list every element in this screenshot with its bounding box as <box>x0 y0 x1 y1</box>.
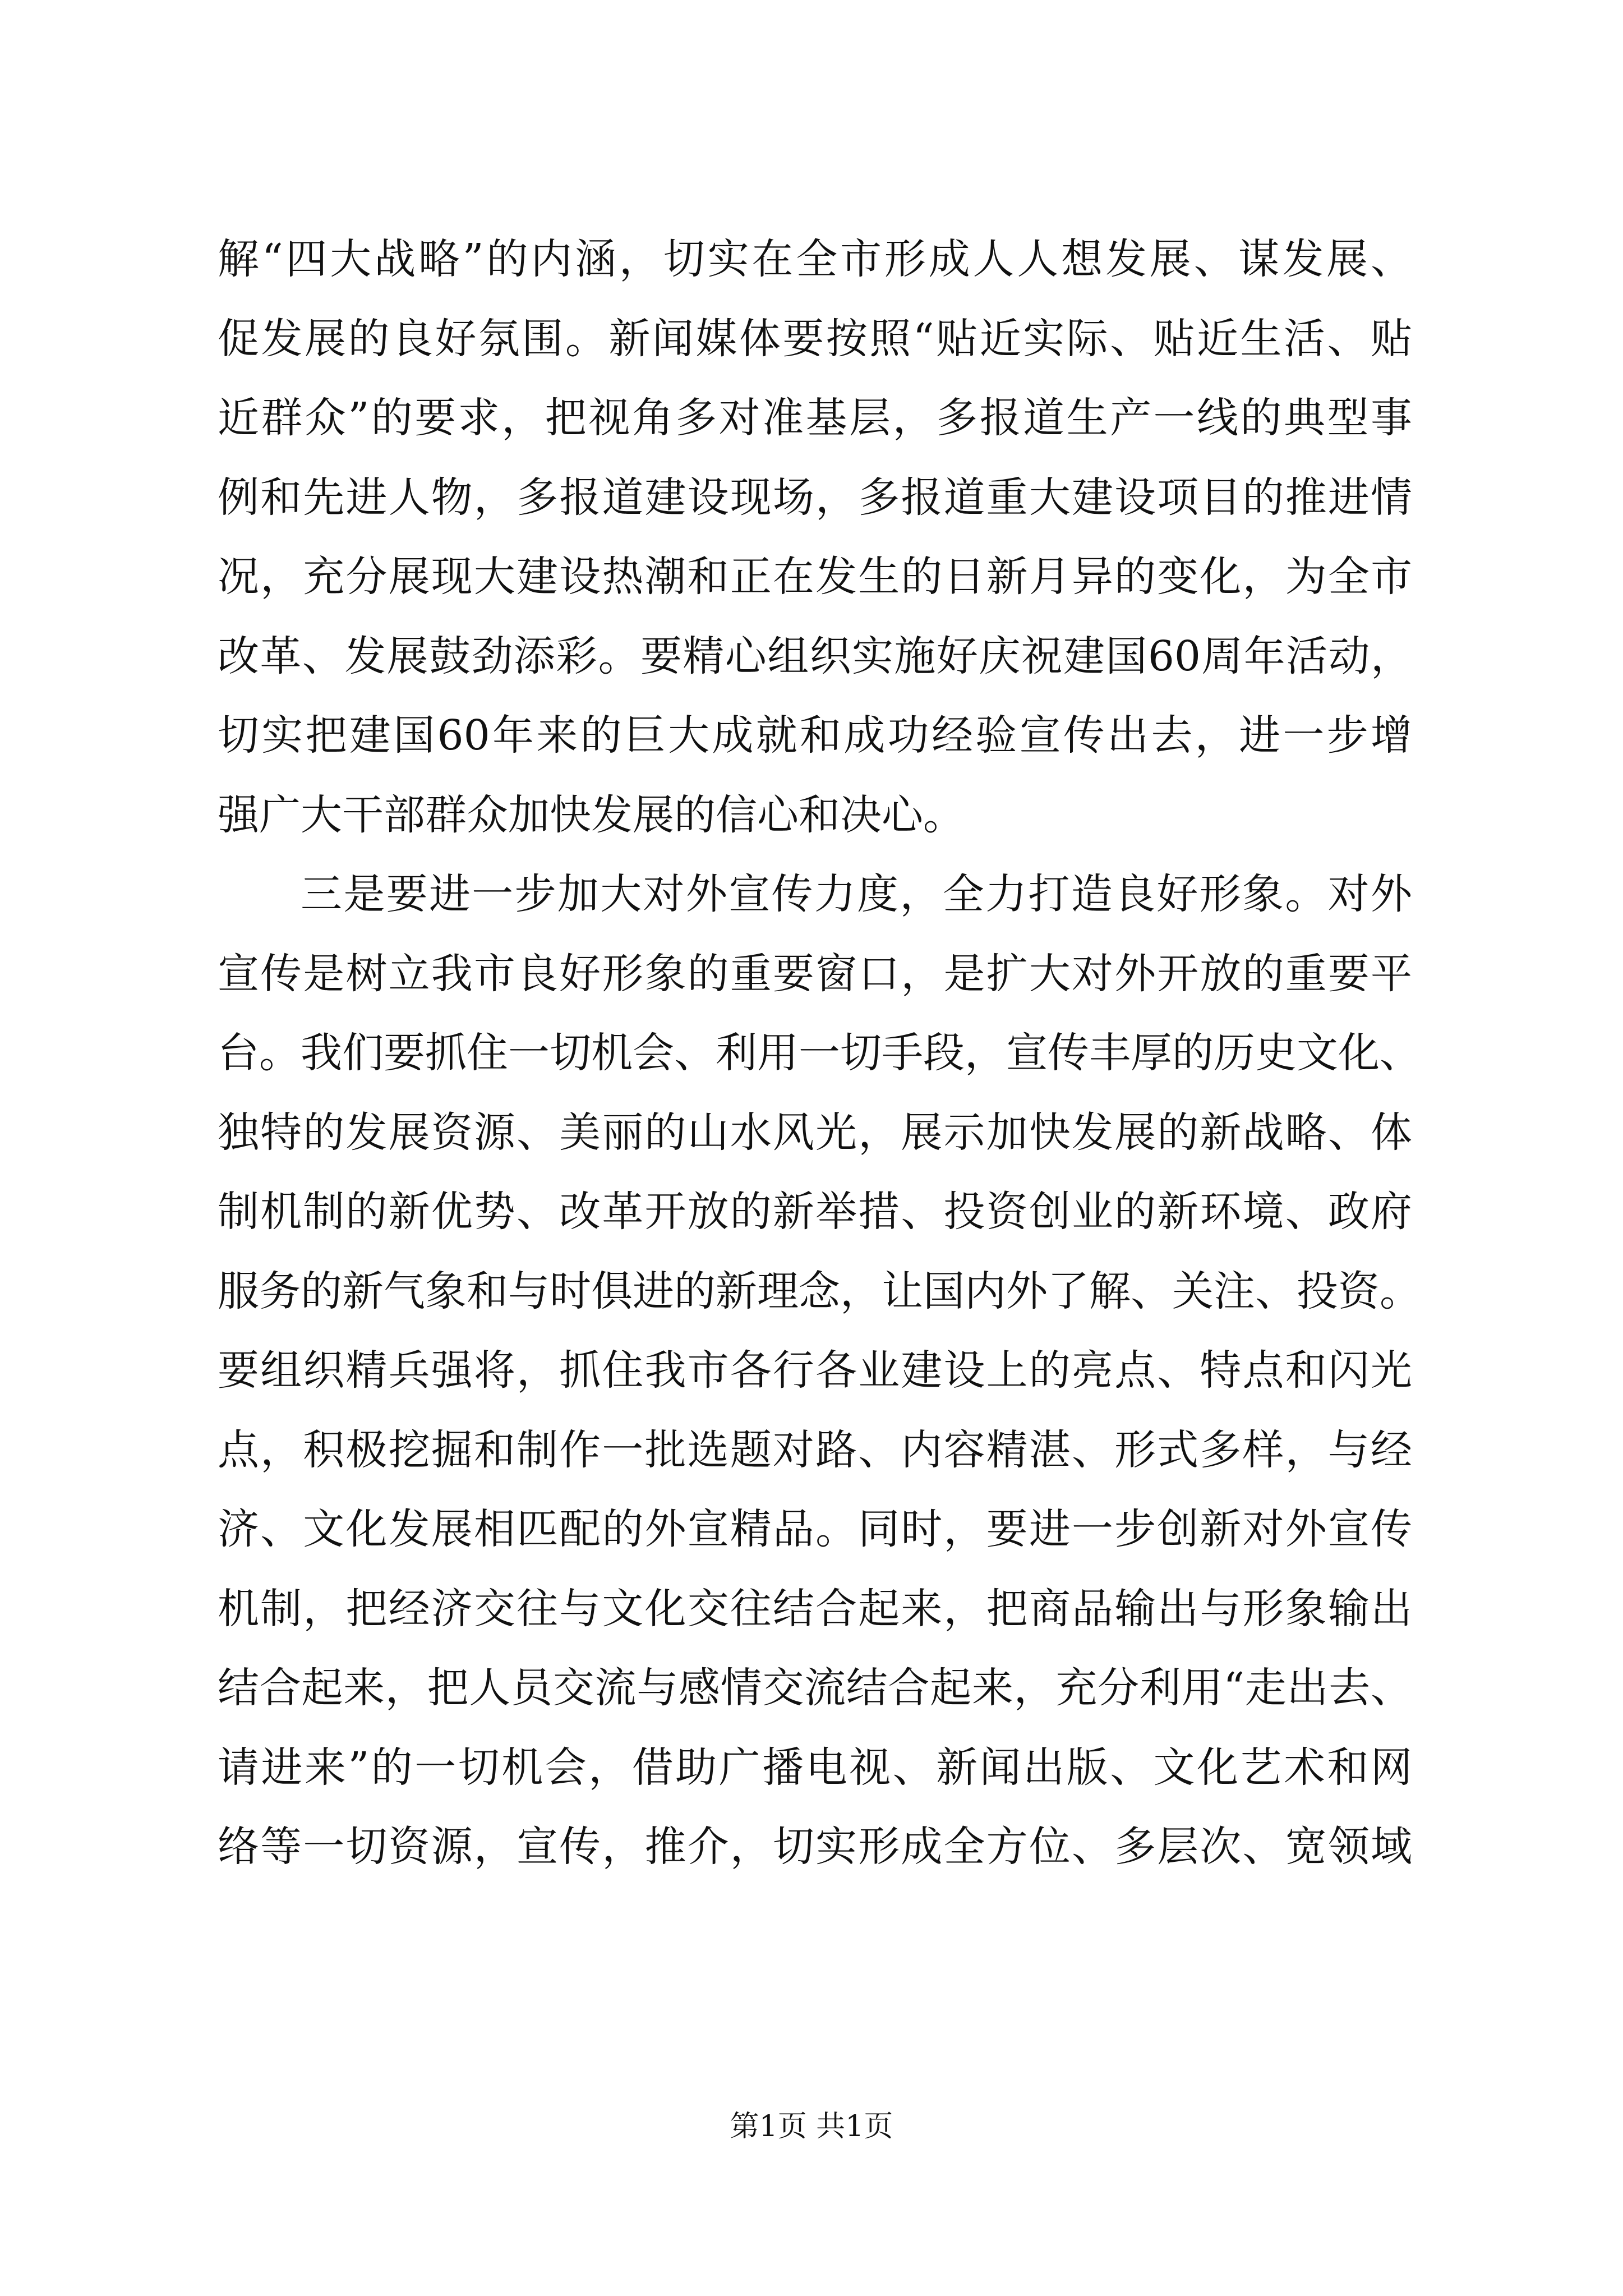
paragraph-2-line-3: 台。我们要抓住一切机会、利用一切手段，宣传丰厚的历史文化、 <box>218 1029 1421 1077</box>
paragraph-2-line-10: 机制，把经济交往与文化交往结合起来，把商品输出与形象输出 <box>218 1584 1412 1633</box>
paragraph-2-line-7: 要组织精兵强将，抓住我市各行各业建设上的亮点、特点和闪光 <box>218 1346 1412 1395</box>
paragraph-2-line-5: 制机制的新优势、改革开放的新举措、投资创业的新环境、政府 <box>218 1188 1412 1236</box>
paragraph-1-line-4: 例和先进人物，多报道建设现场，多报道重大建设项目的推进情 <box>218 473 1412 522</box>
paragraph-2-line-13: 络等一切资源，宣传，推介，切实形成全方位、多层次、宽领域 <box>218 1823 1412 1871</box>
paragraph-1-line-2: 促发展的良好氛围。新闻媒体要按照“贴近实际、贴近生活、贴 <box>218 314 1412 363</box>
document-body <box>218 220 1421 1887</box>
page-number-label: 第1页 共1页 <box>730 2110 893 2143</box>
paragraph-1-line-1: 解“四大战略”的内涵，切实在全市形成人人想发展、谋发展、 <box>218 235 1412 283</box>
paragraph-2-line-4: 独特的发展资源、美丽的山水风光，展示加快发展的新战略、体 <box>218 1108 1412 1157</box>
page-footer <box>0 2102 1623 2145</box>
paragraph-1-line-6: 改革、发展鼓劲添彩。要精心组织实施好庆祝建国60周年活动， <box>218 632 1412 680</box>
paragraph-1-line-7: 切实把建国60年来的巨大成就和成功经验宣传出去，进一步增 <box>218 711 1412 760</box>
paragraph-2-line-6: 服务的新气象和与时俱进的新理念，让国内外了解、关注、投资。 <box>218 1267 1421 1315</box>
paragraph-2-line-12: 请进来”的一切机会，借助广播电视、新闻出版、文化艺术和网 <box>218 1743 1412 1792</box>
paragraph-1-line-5: 况，充分展现大建设热潮和正在发生的日新月异的变化，为全市 <box>218 553 1412 601</box>
paragraph-2-line-8: 点，积极挖掘和制作一批选题对路、内容精湛、形式多样，与经 <box>218 1425 1412 1474</box>
paragraph-1-line-8: 强广大干部群众加快发展的信心和决心。 <box>218 790 965 839</box>
paragraph-1-line-3: 近群众”的要求，把视角多对准基层，多报道生产一线的典型事 <box>218 394 1412 442</box>
paragraph-2-line-11: 结合起来，把人员交流与感情交流结合起来，充分利用“走出去、 <box>218 1664 1412 1712</box>
paragraph-2-line-2: 宣传是树立我市良好形象的重要窗口，是扩大对外开放的重要平 <box>218 949 1412 998</box>
paragraph-2-line-9: 济、文化发展相匹配的外宣精品。同时，要进一步创新对外宣传 <box>218 1505 1412 1553</box>
paragraph-2-line-1: 三是要进一步加大对外宣传力度，全力打造良好形象。对外 <box>301 870 1412 918</box>
